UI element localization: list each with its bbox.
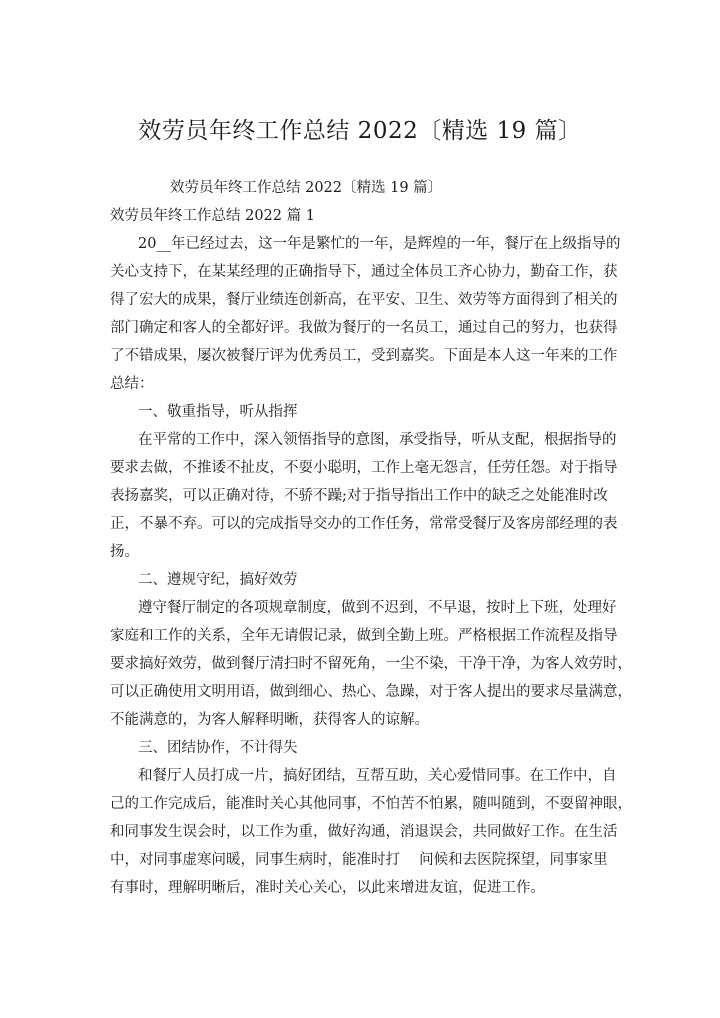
heading-follow-rules: 二、遵规守纪，搞好效劳 [138, 572, 298, 588]
paragraph-line: 了不错成果，屡次被餐厅评为优秀员工，受到嘉奖。下面是本人这一年来的工作 [110, 348, 618, 364]
paragraph-line: 和同事发生误会时，以工作为重，做好沟通，消退误会，共同做好工作。在生活 [110, 824, 618, 840]
section-title: 效劳员年终工作总结 2022 篇 1 [110, 208, 315, 224]
heading-teamwork: 三、团结协作，不计得失 [138, 740, 298, 756]
paragraph-line: 可以正确使用文明用语，做到细心、热心、急躁，对于客人提出的要求尽量满意， [110, 684, 632, 700]
paragraph-line: 要求去做，不推诿不扯皮，不耍小聪明，工作上毫无怨言，任劳任怨。对于指导 [110, 460, 618, 476]
paragraph-line: 有事时，理解明晰后，准时关心关心，以此来增进友谊，促进工作。 [110, 880, 545, 896]
heading-respect-leadership: 一、敬重指导，听从指挥 [138, 404, 298, 420]
document-title: 效劳员年终工作总结 2022〔精选 19 篇〕 [138, 118, 582, 144]
paragraph-line: 部门确定和客人的全都好评。我做为餐厅的一名员工，通过自己的努力，也获得 [110, 320, 618, 336]
paragraph-line: 在平常的工作中，深入领悟指导的意图，承受指导，听从支配，根据指导的 [138, 432, 617, 448]
paragraph-line: 关心支持下，在某某经理的正确指导下，通过全体员工齐心协力，勤奋工作，获 [110, 264, 618, 280]
paragraph-line: 扬。 [110, 544, 139, 560]
paragraph-line: 表扬嘉奖，可以正确对待，不骄不躁;对于指导指出工作中的缺乏之处能准时改 [110, 488, 608, 504]
paragraph-line: 正，不暴不弃。可以的完成指导交办的工作任务，常常受餐厅及客房部经理的表 [110, 516, 618, 532]
paragraph-line: 中，对同事虚寒问暖，同事生病时，能准时打 问候和去医院探望，同事家里 [110, 852, 608, 868]
paragraph-line: 遵守餐厅制定的各项规章制度，做到不迟到，不早退，按时上下班，处理好 [138, 600, 617, 616]
document-subtitle: 效劳员年终工作总结 2022〔精选 19 篇〕 [170, 180, 443, 196]
paragraph-line: 家庭和工作的关系，全年无请假记录，做到全勤上班。严格根据工作流程及指导 [110, 628, 618, 644]
paragraph-line: 不能满意的，为客人解释明晰，获得客人的谅解。 [110, 712, 429, 728]
paragraph-line: 得了宏大的成果，餐厅业绩连创新高，在平安、卫生、效劳等方面得到了相关的 [110, 292, 618, 308]
paragraph-line: 和餐厅人员打成一片，搞好团结，互帮互助，关心爱惜同事。在工作中，自 [138, 768, 617, 784]
paragraph-line: 20__年已经过去，这一年是繁忙的一年，是辉煌的一年，餐厅在上级指导的 [138, 236, 621, 252]
paragraph-line: 总结： [110, 376, 154, 392]
paragraph-line: 己的工作完成后，能准时关心其他同事，不怕苦不怕累，随叫随到，不耍留神眼， [110, 796, 632, 812]
paragraph-line: 要求搞好效劳，做到餐厅清扫时不留死角，一尘不染，干净干净，为客人效劳时， [110, 656, 632, 672]
